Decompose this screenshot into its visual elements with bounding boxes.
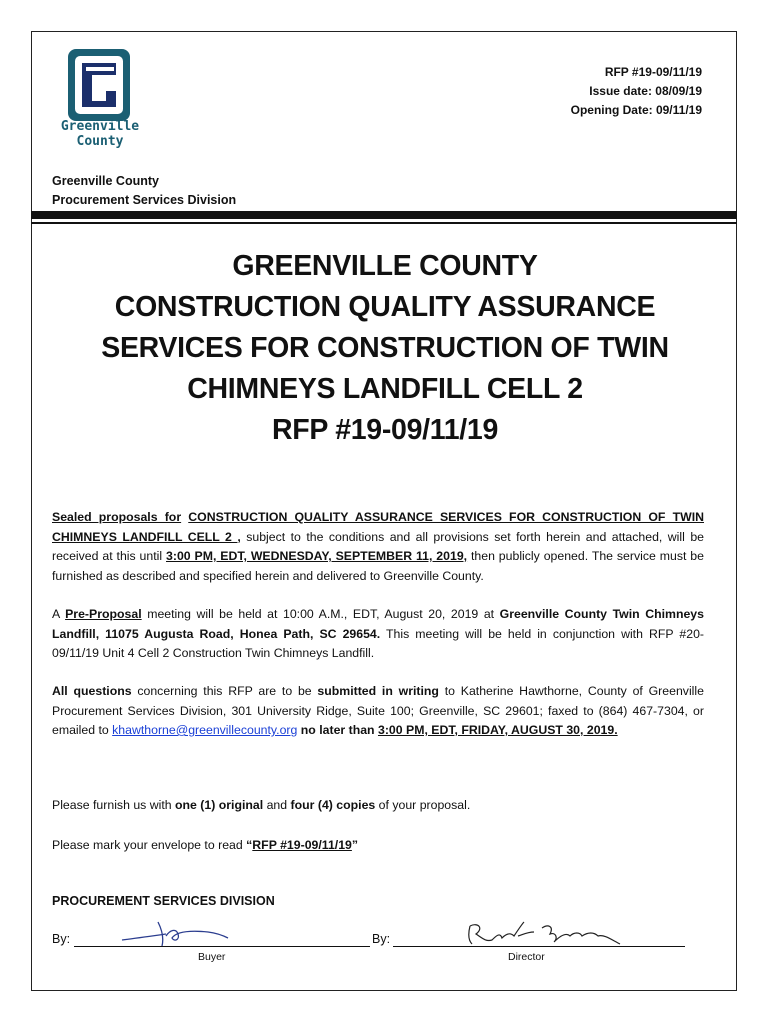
title-line-5: RFP #19-09/11/19 bbox=[271, 414, 498, 446]
p3-no-later: no later than bbox=[297, 723, 378, 737]
header-rule-thick bbox=[31, 211, 737, 219]
rfp-meta bbox=[571, 63, 702, 120]
document-title bbox=[60, 246, 710, 451]
issue-date: Issue date: 08/09/19 bbox=[589, 84, 702, 98]
p1-deadline: 3:00 PM, EDT, WEDNESDAY, SEPTEMBER 11, 2019, bbox=[166, 549, 468, 563]
p1-text-1: subject to the conditions and all provisions set forth herein and attached, will be received at this until bbox=[52, 529, 704, 563]
director-signature bbox=[462, 918, 622, 950]
org-block bbox=[52, 172, 236, 210]
title-line-1: GREENVILLE COUNTY bbox=[232, 250, 538, 282]
p2-text-3: This meeting will be held in conjunction with RFP #20-09/11/19 Unit 4 Cell 2 Construction Twin Chimneys Landfill. bbox=[52, 626, 705, 660]
division-label: PROCUREMENT SERVICES DIVISION bbox=[52, 894, 275, 908]
p4-text-1: Please furnish us with bbox=[52, 798, 176, 812]
p1-text-2: then publicly opened. The service must be furnished as described and specified herein and delivered to Greenville County. bbox=[52, 549, 704, 583]
p4-copies: four (4) copies bbox=[290, 798, 376, 812]
p1-lead: Sealed proposals for bbox=[52, 510, 182, 524]
logo-text-line1: Greenville bbox=[60, 119, 140, 134]
p5-rfp-number: RFP #19-09/11/19 bbox=[252, 838, 352, 852]
logo-text bbox=[52, 119, 148, 149]
logo-text-line2: County bbox=[76, 134, 124, 149]
p2-location: Greenville County Twin Chimneys Landfill, 11075 Augusta Road, Honea Path, SC 29654. bbox=[52, 607, 704, 641]
title-line-2: CONSTRUCTION QUALITY ASSURANCE bbox=[114, 291, 656, 323]
director-caption: Director bbox=[508, 951, 545, 963]
p4-text-3: of your proposal. bbox=[375, 798, 471, 812]
p3-deadline: 3:00 PM, EDT, FRIDAY, AUGUST 30, 2019. bbox=[377, 723, 618, 737]
paragraph-sealed-proposals bbox=[52, 508, 704, 586]
org-name: Greenville County bbox=[52, 174, 159, 188]
buyer-by-label: By: bbox=[52, 932, 71, 946]
title-line-3: SERVICES FOR CONSTRUCTION OF TWIN bbox=[101, 332, 669, 364]
header-rule-thin bbox=[31, 222, 737, 224]
paragraph-pre-proposal bbox=[52, 605, 704, 664]
p4-text-2: and bbox=[263, 798, 291, 812]
buyer-signature bbox=[118, 916, 230, 950]
p2-text-1: A bbox=[52, 607, 66, 621]
p2-pre-proposal: Pre-Proposal bbox=[65, 607, 142, 621]
p3-in-writing: submitted in writing bbox=[317, 684, 439, 698]
p1-project-name: CONSTRUCTION QUALITY ASSURANCE SERVICES FOR CONSTRUCTION OF TWIN CHIMNEYS LANDFILL CELL 2 , bbox=[52, 510, 704, 544]
buyer-caption: Buyer bbox=[198, 951, 226, 963]
rfp-number: RFP #19-09/11/19 bbox=[604, 65, 702, 79]
p5-close-quote: ” bbox=[351, 838, 359, 852]
org-division: Procurement Services Division bbox=[52, 193, 237, 207]
p4-original: one (1) original bbox=[175, 798, 264, 812]
paragraph-questions bbox=[52, 682, 704, 741]
paragraph-copies bbox=[52, 796, 704, 816]
director-by-label: By: bbox=[372, 932, 391, 946]
opening-date: Opening Date: 09/11/19 bbox=[570, 103, 702, 117]
p3-text-1: concerning this RFP are to be bbox=[131, 684, 318, 698]
p3-text-2: to Katherine Hawthorne, County of Greenville Procurement Services Division, 301 University Ridge, Suite 100; Greenville, SC 29601; faxed to (864) 467-7304, or emailed to bbox=[52, 684, 704, 737]
p5-open-quote: “ bbox=[246, 838, 253, 852]
p2-text-2: meeting will be held at 10:00 A.M., EDT, August 20, 2019 at bbox=[141, 607, 500, 621]
title-line-4: CHIMNEYS LANDFILL CELL 2 bbox=[187, 373, 583, 405]
contact-email-link[interactable]: khawthorne@greenvillecounty.org bbox=[112, 723, 298, 737]
p3-all-questions: All questions bbox=[52, 684, 132, 698]
p5-text-1: Please mark your envelope to read bbox=[52, 838, 247, 852]
paragraph-envelope bbox=[52, 836, 704, 856]
